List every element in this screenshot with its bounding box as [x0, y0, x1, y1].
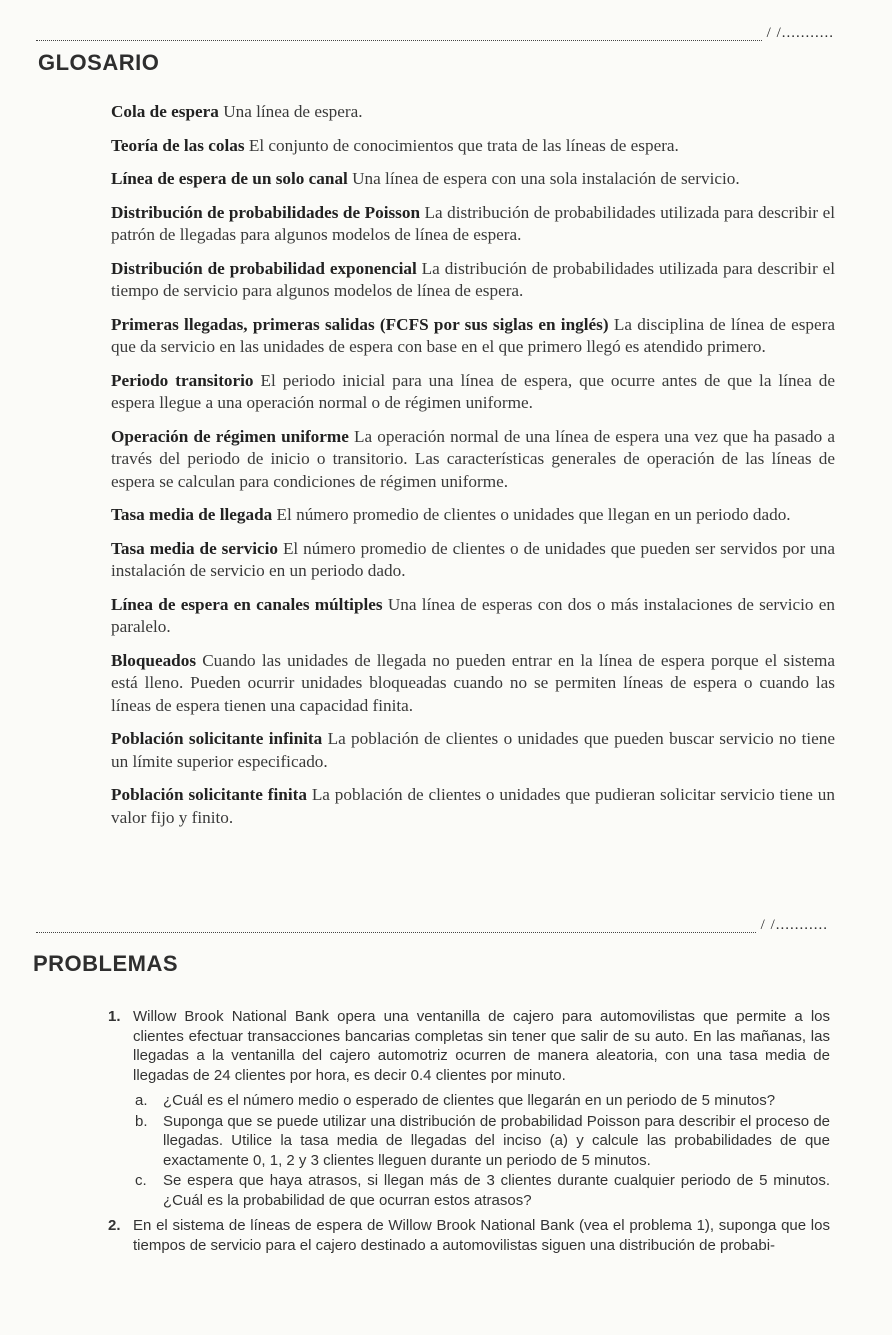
problem-number: 2. — [108, 1217, 121, 1234]
problem-item — [108, 1216, 830, 1255]
glossary-definition: Cuando las unidades de llegada no pueden entrar en la línea de espera porque el sistema está lleno. Pueden ocurrir unidades bloqueadas cuando no se permiten líneas de espera o cuando las líneas de espera tienen una capacidad finita. — [111, 650, 835, 715]
glossary-term: Periodo transitorio — [111, 370, 254, 390]
glossary-entry — [111, 135, 835, 158]
glossary-definition: La operación normal de una línea de espera una vez que ha pasado a través del periodo de inicio o transitorio. Las características generales de operación de las líneas de espera se calculan para condiciones de régimen uniforme. — [111, 426, 835, 491]
glossary-entry — [111, 314, 835, 359]
glossary-definition: La distribución de probabilidades utilizada para describir el patrón de llegadas para algunos modelos de línea de espera. — [111, 202, 835, 244]
glossary-definition: Una línea de espera. — [223, 102, 363, 121]
glossary-entry — [111, 650, 835, 718]
glossary-entry — [111, 784, 835, 829]
subitem-letter: b. — [135, 1112, 148, 1130]
glossary-definition: El conjunto de conocimientos que trata de las líneas de espera. — [248, 135, 679, 155]
glossary-term: Tasa media de servicio — [111, 538, 278, 558]
date-marker: / /........... — [757, 917, 828, 934]
glossary-term: Teoría de las colas — [111, 135, 245, 155]
glossary-term: Cola de espera — [111, 102, 219, 121]
glossary-definition: El número promedio de clientes o unidades que llegan en un periodo dado. — [276, 505, 791, 524]
glossary-term: Población solicitante infinita — [111, 729, 323, 748]
middle-dotted-rule — [36, 912, 828, 933]
glossary-term: Primeras llegadas, primeras salidas (FCFS por sus siglas en inglés) — [111, 314, 609, 334]
subitem-text: Suponga que se puede utilizar una distribución de probabilidad Poisson para describir el proceso de llegadas. Utilice la tasa media de llegadas del inciso (a) y calcule las probabilidades de que exactamente 0, 1, 2 y 3 clientes lleguen durante un periodo de 5 minutos. — [163, 1112, 830, 1169]
problem-subitem — [133, 1112, 830, 1171]
glossary-entry — [111, 426, 835, 494]
glossary-term: Distribución de probabilidad exponencial — [111, 258, 417, 278]
problem-number: 1. — [108, 1008, 121, 1025]
subitem-text: Se espera que haya atrasos, si llegan más de 3 clientes durante cualquier periodo de 5 minutos. ¿Cuál es la probabilidad de que ocurran estos atrasos? — [163, 1172, 830, 1209]
glossary-entry — [111, 504, 835, 527]
problems-list — [108, 1007, 830, 1261]
glossary-entry — [111, 370, 835, 415]
subitem-text: ¿Cuál es el número medio o esperado de clientes que llegarán en un periodo de 5 minutos? — [163, 1092, 776, 1109]
problem-item — [108, 1007, 830, 1210]
glossary-entry — [111, 168, 835, 191]
glossary-definition: Una línea de espera con una sola instalación de servicio. — [352, 169, 740, 188]
glossary-definition: La población de clientes o unidades que pudieran solicitar servicio tiene un valor fijo y finito. — [111, 785, 835, 827]
glossary-title: GLOSARIO — [38, 50, 160, 75]
glossary-term: Distribución de probabilidades de Poisson — [111, 202, 421, 222]
glossary-definition: La disciplina de línea de espera que da servicio en las unidades de espera con base en el que primero llegó es atendido primero. — [111, 314, 836, 356]
glossary-definition: La distribución de probabilidades utilizada para describir el tiempo de servicio para algunos modelos de línea de espera. — [111, 258, 836, 300]
glossary-term: Bloqueados — [111, 650, 197, 670]
glossary-term: Línea de espera de un solo canal — [111, 169, 348, 188]
glossary-term: Línea de espera en canales múltiples — [111, 594, 383, 614]
glossary-entry — [111, 728, 835, 773]
glossary-definition: El número promedio de clientes o de unidades que pueden ser servidos por una instalación de servicio en un periodo dado. — [111, 538, 836, 580]
glossary-definition: El periodo inicial para una línea de espera, que ocurre antes de que la línea de espera llegue a una operación normal o de régimen uniforme. — [111, 370, 835, 412]
glossary-entry — [111, 202, 835, 247]
glossary-list — [111, 101, 835, 840]
glossary-entry — [111, 101, 835, 124]
glossary-definition: La población de clientes o unidades que pueden buscar servicio no tiene un límite superior especificado. — [111, 729, 835, 771]
glossary-entry — [111, 594, 835, 639]
problem-subitem — [133, 1091, 830, 1111]
problem-subitem — [133, 1171, 830, 1210]
problem-text: En el sistema de líneas de espera de Willow Brook National Bank (vea el problema 1), suponga que los tiempos de servicio para el cajero destinado a automovilistas siguen una distribución de probabi- — [133, 1217, 830, 1254]
glossary-entry — [111, 538, 835, 583]
problems-title: PROBLEMAS — [33, 951, 179, 976]
problem-text: Willow Brook National Bank opera una ventanilla de cajero para automovilistas que permite a los clientes efectuar transacciones bancarias completas sin tener que salir de su auto. En las mañanas, las llegadas a la ventanilla del cajero automotriz ocurren de manera aleatoria, con una tasa media de llegadas de 24 clientes por hora, es decir 0.4 clientes por minuto. — [133, 1008, 830, 1084]
glossary-term: Operación de régimen uniforme — [111, 426, 349, 446]
subitem-letter: a. — [135, 1092, 148, 1109]
glossary-term: Población solicitante finita — [111, 785, 307, 804]
top-dotted-rule — [36, 20, 834, 41]
date-marker: / /........... — [763, 25, 834, 42]
glossary-term: Tasa media de llegada — [111, 505, 273, 524]
subitem-letter: c. — [135, 1172, 147, 1189]
glossary-entry — [111, 258, 835, 303]
glossary-definition: Una línea de esperas con dos o más instalaciones de servicio en paralelo. — [111, 594, 835, 636]
